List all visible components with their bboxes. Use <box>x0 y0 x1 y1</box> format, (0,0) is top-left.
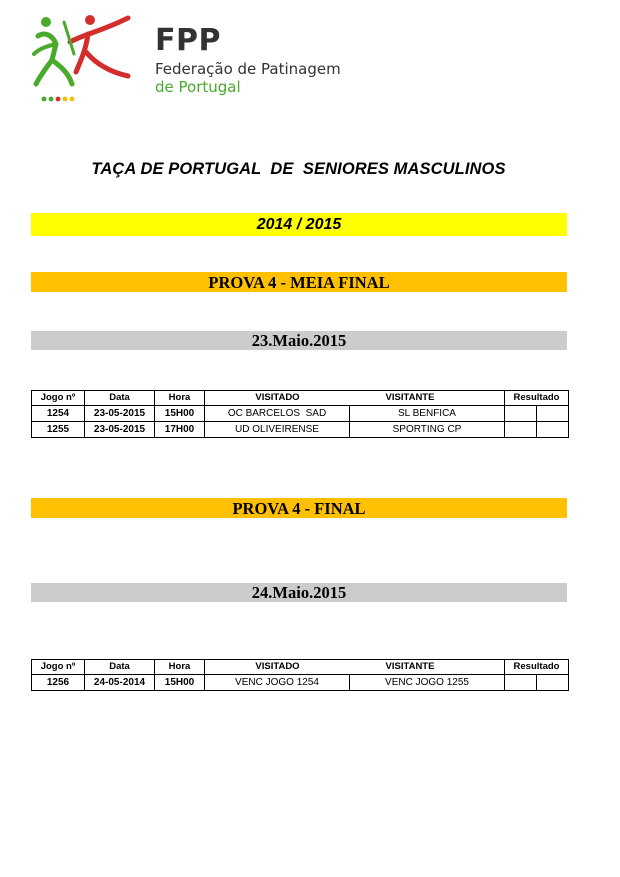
away-team: VENC JOGO 1255 <box>350 675 505 691</box>
table-row <box>32 675 569 691</box>
result-away-cell <box>537 675 569 691</box>
away-team: SPORTING CP <box>350 422 505 438</box>
game-date: 23-05-2015 <box>85 406 155 422</box>
brand-block <box>155 23 341 96</box>
col-header-resultado: Resultado <box>505 391 569 406</box>
game-date: 23-05-2015 <box>85 422 155 438</box>
col-header-teams <box>205 660 505 675</box>
game-number: 1254 <box>32 406 85 422</box>
table-row <box>32 406 569 422</box>
result-away-cell <box>537 406 569 422</box>
col-header-data: Data <box>85 660 155 675</box>
col-header-data: Data <box>85 391 155 406</box>
result-home-cell <box>505 406 537 422</box>
season-bar: 2014 / 2015 <box>31 213 567 236</box>
stage-bar-semifinal: PROVA 4 - MEIA FINAL <box>31 272 567 292</box>
org-name-line1: Federação de Patinagem <box>155 60 341 78</box>
game-number: 1255 <box>32 422 85 438</box>
page-title: TAÇA DE PORTUGAL DE SENIORES MASCULINOS <box>91 160 506 178</box>
games-table-final <box>31 659 569 691</box>
date-bar-semifinal: 23.Maio.2015 <box>31 331 567 350</box>
table-row <box>32 422 569 438</box>
col-header-jogo: Jogo nº <box>32 391 85 406</box>
game-time: 15H00 <box>155 675 205 691</box>
date-bar-final: 24.Maio.2015 <box>31 583 567 602</box>
col-header-hora: Hora <box>155 660 205 675</box>
table-header-row <box>32 660 569 675</box>
game-time: 15H00 <box>155 406 205 422</box>
col-header-visitante: VISITANTE <box>385 392 435 403</box>
game-number: 1256 <box>32 675 85 691</box>
col-header-visitado: VISITADO <box>255 661 300 672</box>
result-home-cell <box>505 675 537 691</box>
col-header-hora: Hora <box>155 391 205 406</box>
stage-bar-final: PROVA 4 - FINAL <box>31 498 567 518</box>
result-away-cell <box>537 422 569 438</box>
away-team: SL BENFICA <box>350 406 505 422</box>
col-header-visitante: VISITANTE <box>385 661 435 672</box>
table-header-row <box>32 391 569 406</box>
game-time: 17H00 <box>155 422 205 438</box>
games-table-semifinal <box>31 390 569 438</box>
fpp-logo-icon <box>30 14 134 106</box>
result-home-cell <box>505 422 537 438</box>
col-header-jogo: Jogo nº <box>32 660 85 675</box>
col-header-resultado: Resultado <box>505 660 569 675</box>
home-team: VENC JOGO 1254 <box>205 675 350 691</box>
org-name-line2: de Portugal <box>155 78 241 96</box>
logo-abbr: FPP <box>155 23 221 58</box>
col-header-teams <box>205 391 505 406</box>
col-header-visitado: VISITADO <box>255 392 300 403</box>
game-date: 24-05-2014 <box>85 675 155 691</box>
home-team: UD OLIVEIRENSE <box>205 422 350 438</box>
home-team: OC BARCELOS SAD <box>205 406 350 422</box>
